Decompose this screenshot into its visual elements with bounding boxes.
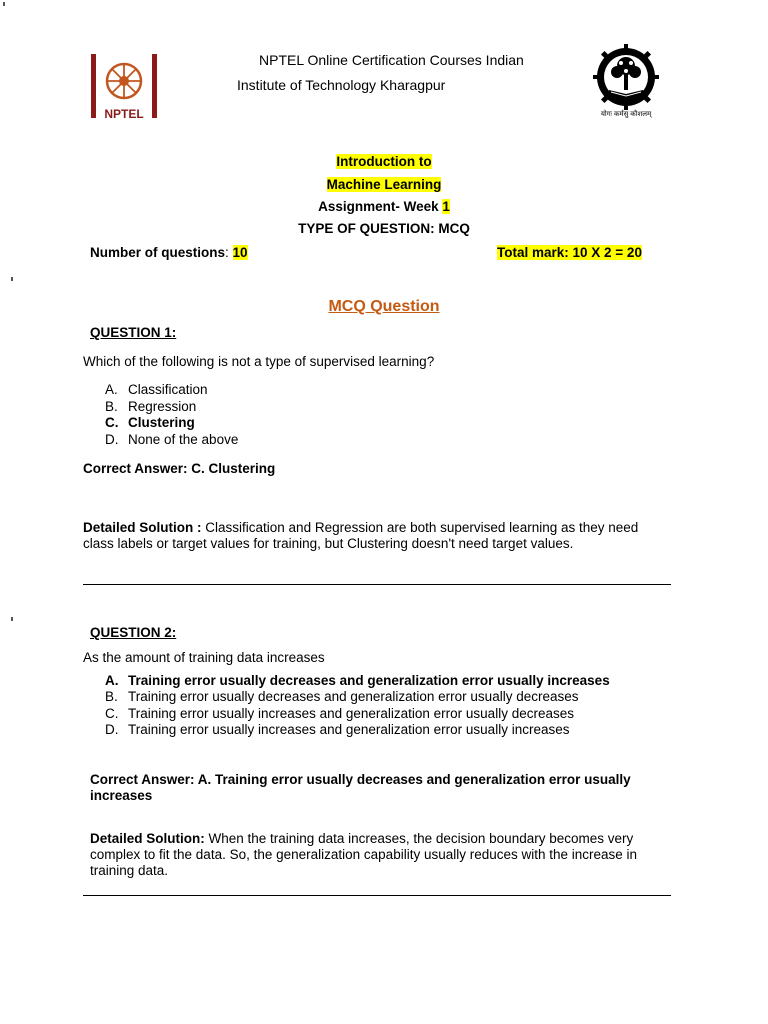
question-1-solution [83,520,683,551]
assignment-title [0,199,768,214]
number-of-questions-sep: : [225,245,233,260]
number-of-questions [90,245,248,260]
question-1-option-b [105,399,196,414]
question-2-text: As the amount of training data increases [83,650,325,665]
iit-motto: योगः कर्मसु कौशलम् [600,111,652,118]
option-letter: A. [105,673,119,688]
solution-label: Detailed Solution: [90,831,205,846]
option-letter: D. [105,432,119,447]
question-2-solution [90,831,690,878]
course-title-line-2 [0,177,768,192]
question-2-option-d [105,722,569,737]
header-line-1: NPTEL Online Certification Courses Indian [259,52,524,68]
option-text: Training error usually increases and generalization error usually increases [128,722,570,737]
course-title-line-1 [0,154,768,169]
margin-mark [11,277,13,281]
question-1-text: Which of the following is not a type of supervised learning? [83,354,435,369]
option-text: Training error usually decreases and generalization error usually decreases [128,689,579,704]
option-letter: A. [105,382,118,397]
question-1-solution-line-1 [83,520,683,535]
divider-line [83,584,671,585]
option-letter: C. [105,415,119,430]
week-number: 1 [442,199,450,214]
question-type: TYPE OF QUESTION: MCQ [298,221,470,236]
question-2-heading: QUESTION 2: [90,625,177,640]
divider-line [83,895,671,896]
number-of-questions-value: 10 [232,245,248,260]
course-title-line-2-text: Machine Learning [326,177,442,192]
total-mark-text: Total mark: 10 X 2 = 20 [497,245,642,260]
option-letter: B. [105,399,118,414]
option-letter: B. [105,689,118,704]
option-text: Classification [128,382,208,397]
option-text: Regression [128,399,197,414]
question-1-correct-answer: Correct Answer: C. Clustering [83,461,276,476]
question-2-solution-line-1 [90,831,690,846]
option-letter: C. [105,706,119,721]
question-1-option-c [105,415,195,430]
margin-mark [3,2,5,6]
question-1-option-a [105,382,208,397]
question-2-correct-answer [90,772,690,803]
question-2-solution-line-3: training data. [90,863,169,878]
option-text: Clustering [128,415,195,430]
question-2-option-a [105,673,610,688]
iit-kharagpur-logo [593,44,659,122]
option-text: Training error usually increases and generalization error usually decreases [128,706,574,721]
solution-text: Classification and Regression are both supervised learning as they need [201,520,639,535]
margin-mark [11,617,13,621]
option-letter: D. [105,722,119,737]
question-2-correct-answer-line-2: increases [90,788,153,803]
question-1-heading: QUESTION 1: [90,325,177,340]
solution-label: Detailed Solution : [83,520,202,535]
assignment-prefix: Assignment- Week [318,199,443,214]
question-2-correct-answer-line-1: Correct Answer: A. Training error usually decreases and generalization error usually [90,772,631,787]
question-1-solution-line-2: class labels or target values for training, but Clustering doesn't need target values. [83,536,574,551]
number-of-questions-label: Number of questions [90,245,226,260]
total-mark [497,245,642,260]
nptel-logo [89,52,159,122]
nptel-logo-text: NPTEL [104,107,144,121]
question-2-option-b [105,689,578,704]
section-title [0,298,768,316]
section-title-text: MCQ Question [328,298,440,315]
solution-text: When the training data increases, the decision boundary becomes very [204,831,634,846]
question-2-solution-line-2: complex to fit the data. So, the generalization capability usually reduces with the increase in [90,847,638,862]
question-2-option-c [105,706,574,721]
question-1-option-d [105,432,238,447]
option-text: None of the above [128,432,239,447]
course-title-line-1-text: Introduction to [336,154,432,169]
header-line-2: Institute of Technology Kharagpur [237,77,446,93]
option-text: Training error usually decreases and generalization error usually increases [128,673,610,688]
